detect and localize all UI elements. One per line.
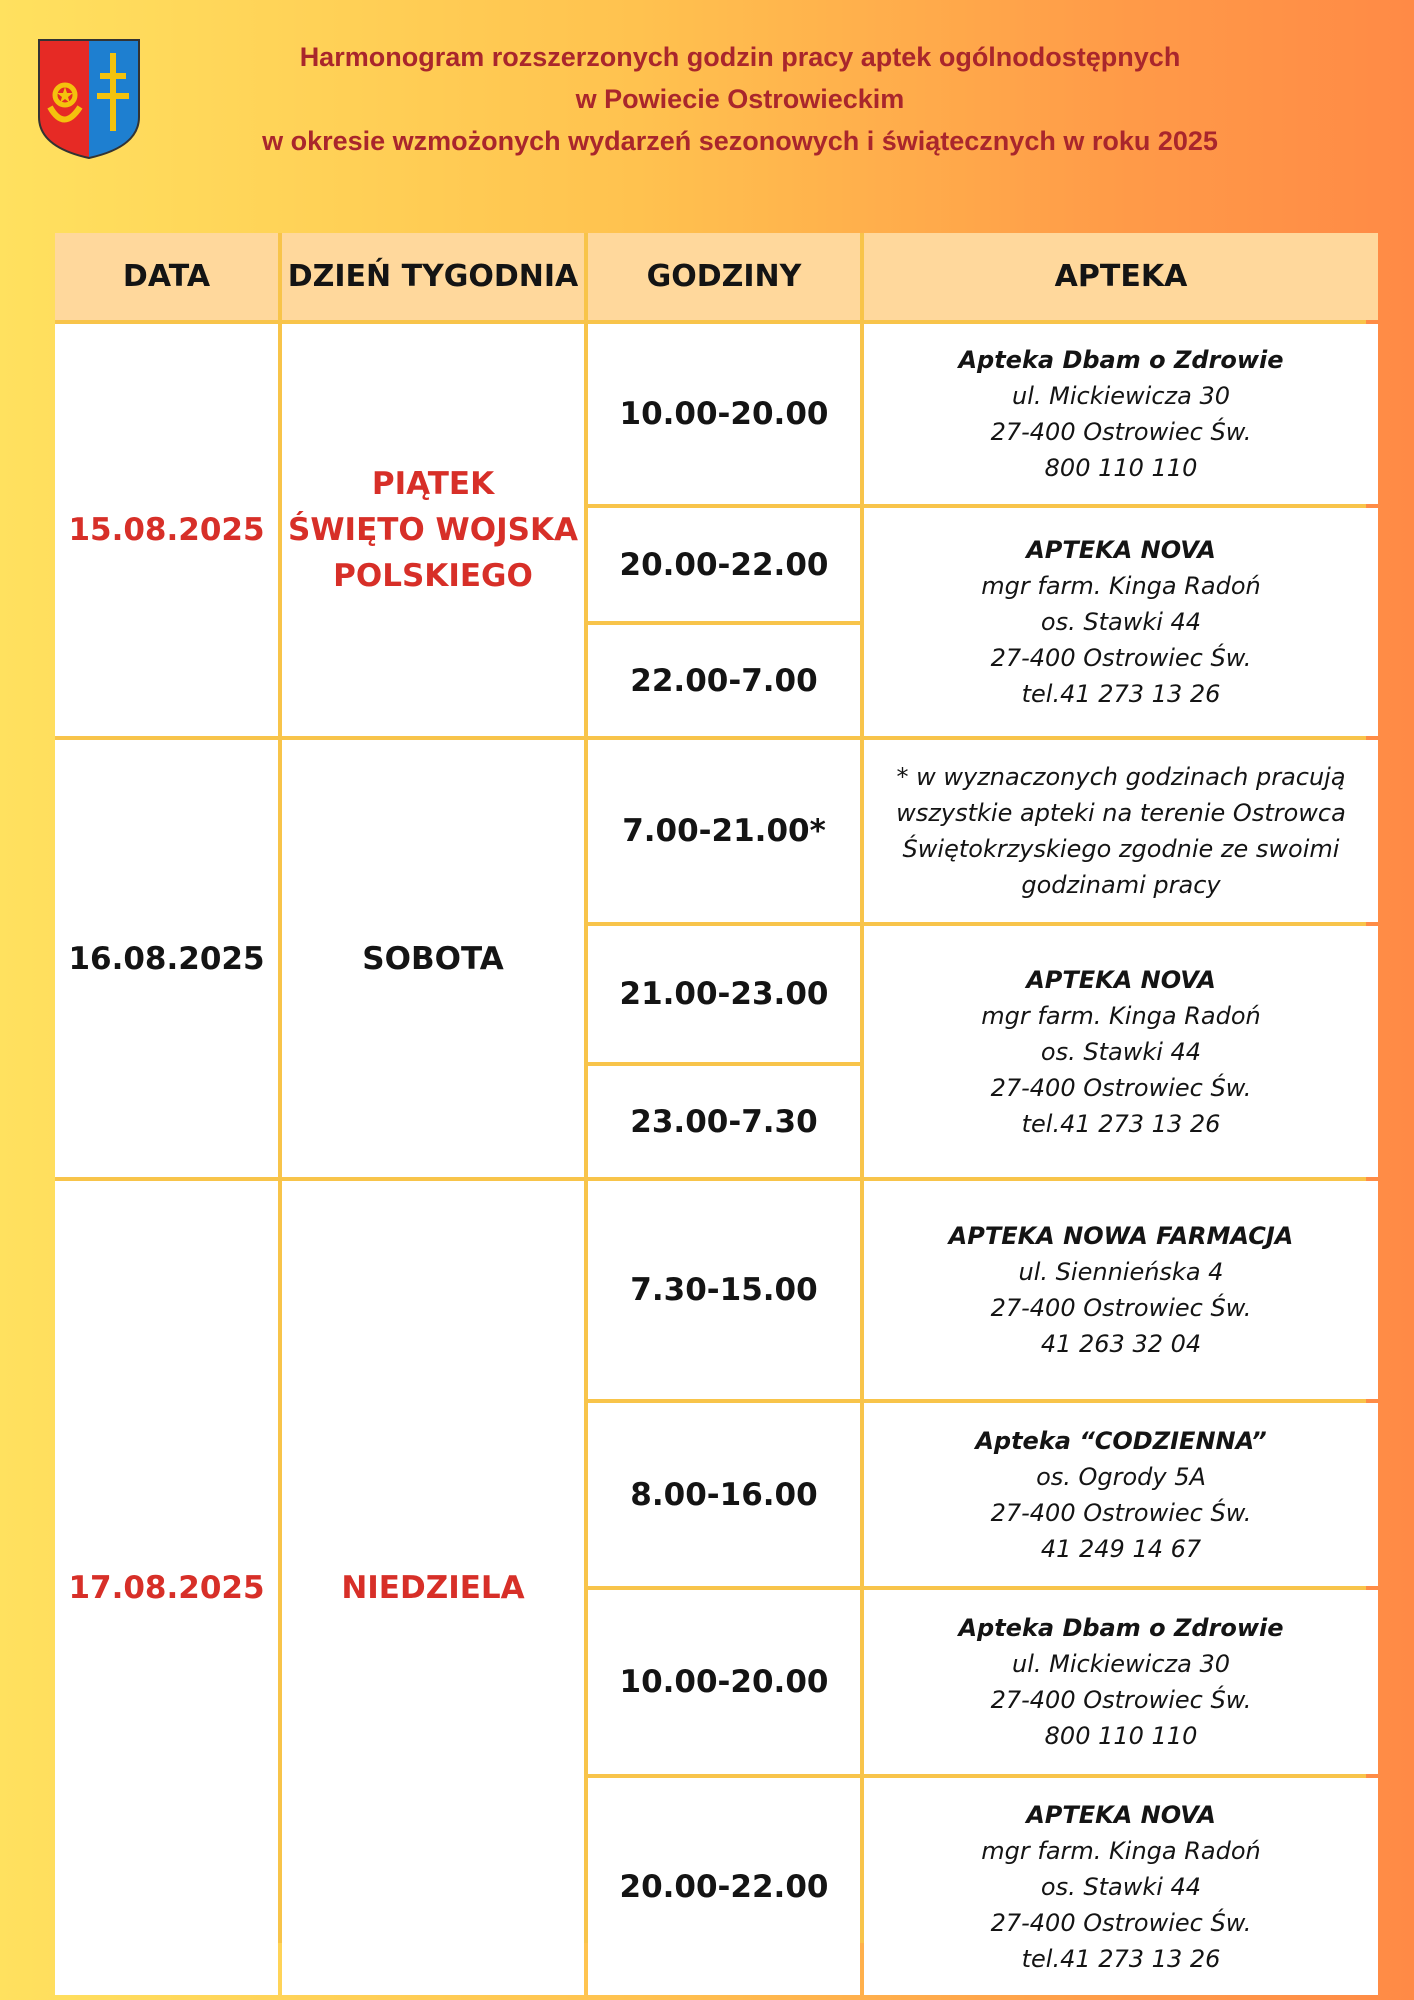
weekday-line: SOBOTA <box>362 940 504 977</box>
weekday-line: PIĄTEK <box>371 466 495 502</box>
weekday-cell <box>282 1181 584 1995</box>
pharmacy-line: 27-400 Ostrowiec Św. <box>990 644 1252 672</box>
hours-cell: 20.00-22.00 <box>588 1778 860 1995</box>
pharmacy-name: Apteka Dbam o Zdrowie <box>958 1614 1284 1642</box>
pharmacy-line: 27-400 Ostrowiec Św. <box>990 1908 1252 1937</box>
title-line-1: Harmonogram rozszerzonych godzin pracy aptek ogólnodostępnych <box>299 42 1181 72</box>
pharmacy-line: 27-400 Ostrowiec Św. <box>990 1686 1252 1714</box>
column-header-date: DATA <box>55 233 278 320</box>
pharmacy-cell <box>864 1590 1378 1774</box>
weekday-line: NIEDZIELA <box>341 1570 525 1606</box>
pharmacy-line: 800 110 110 <box>1044 1722 1198 1750</box>
pharmacy-cell <box>864 324 1378 504</box>
pharmacy-line: os. Stawki 44 <box>1040 1037 1202 1066</box>
pharmacy-line: 27-400 Ostrowiec Św. <box>990 1073 1252 1102</box>
title-line-3: w okresie wzmożonych wydarzeń sezonowych i świątecznych w roku 2025 <box>262 126 1218 156</box>
hours-cell: 8.00-16.00 <box>588 1403 860 1586</box>
hours-cell: 21.00-23.00 <box>588 926 860 1062</box>
pharmacy-line: tel.41 273 13 26 <box>1021 1944 1221 1973</box>
weekday-cell <box>282 740 584 1177</box>
pharmacy-line: tel.41 273 13 26 <box>1021 1109 1221 1138</box>
column-header-weekday: DZIEŃ TYGODNIA <box>282 233 584 320</box>
pharmacy-line: 27-400 Ostrowiec Św. <box>990 1294 1252 1322</box>
note-cell: * w wyznaczonych godzinach pracują wszystkie apteki na terenie Ostrowca Świętokrzyskiego zgodnie ze swoimi godzinami pracy <box>864 740 1378 922</box>
schedule-table <box>55 233 1366 1973</box>
pharmacy-name: APTEKA NOWA FARMACJA <box>948 1222 1294 1250</box>
weekday-line: POLSKIEGO <box>333 558 533 594</box>
column-header-pharmacy: APTEKA <box>864 233 1378 320</box>
title-line-2: w Powiecie Ostrowieckim <box>575 84 905 114</box>
pharmacy-name: APTEKA NOVA <box>1026 536 1216 564</box>
pharmacy-line: mgr farm. Kinga Radoń <box>981 572 1261 600</box>
pharmacy-name: Apteka “CODZIENNA” <box>975 1426 1267 1455</box>
pharmacy-line: os. Stawki 44 <box>1040 1872 1202 1901</box>
weekday-cell <box>282 324 584 736</box>
pharmacy-line: ul. Mickiewicza 30 <box>1011 1650 1230 1678</box>
pharmacy-line: ul. Siennieńska 4 <box>1018 1258 1224 1286</box>
hours-cell: 23.00-7.30 <box>588 1066 860 1177</box>
pharmacy-line: os. Ogrody 5A <box>1036 1462 1206 1491</box>
hours-cell: 22.00-7.00 <box>588 625 860 736</box>
pharmacy-line: ul. Mickiewicza 30 <box>1011 382 1230 410</box>
pharmacy-line: 41 263 32 04 <box>1040 1330 1202 1358</box>
pharmacy-line: tel.41 273 13 26 <box>1021 680 1221 708</box>
pharmacy-line: 800 110 110 <box>1044 454 1198 482</box>
pharmacy-name: APTEKA NOVA <box>1026 1800 1216 1829</box>
pharmacy-name: Apteka Dbam o Zdrowie <box>958 346 1284 374</box>
coat-of-arms-icon <box>36 37 142 160</box>
pharmacy-cell <box>864 508 1378 736</box>
pharmacy-line: mgr farm. Kinga Radoń <box>981 1836 1261 1865</box>
pharmacy-line: 27-400 Ostrowiec Św. <box>990 418 1252 446</box>
pharmacy-cell <box>864 1181 1378 1399</box>
hours-cell: 10.00-20.00 <box>588 324 860 504</box>
pharmacy-line: os. Stawki 44 <box>1040 608 1202 636</box>
pharmacy-line: 41 249 14 67 <box>1040 1534 1202 1563</box>
pharmacy-cell <box>864 1778 1378 1995</box>
hours-cell: 7.30-15.00 <box>588 1181 860 1399</box>
page-title <box>150 36 1330 162</box>
hours-cell: 20.00-22.00 <box>588 508 860 621</box>
date-cell: 17.08.2025 <box>55 1181 278 1995</box>
pharmacy-line: 27-400 Ostrowiec Św. <box>990 1498 1252 1527</box>
pharmacy-cell <box>864 926 1378 1177</box>
pharmacy-line: mgr farm. Kinga Radoń <box>981 1001 1261 1030</box>
date-cell: 15.08.2025 <box>55 324 278 736</box>
weekday-line: ŚWIĘTO WOJSKA <box>288 512 578 548</box>
hours-cell: 10.00-20.00 <box>588 1590 860 1774</box>
date-cell: 16.08.2025 <box>55 740 278 1177</box>
pharmacy-name: APTEKA NOVA <box>1026 965 1216 994</box>
column-header-hours: GODZINY <box>588 233 860 320</box>
pharmacy-cell <box>864 1403 1378 1586</box>
hours-cell: 7.00-21.00* <box>588 740 860 922</box>
